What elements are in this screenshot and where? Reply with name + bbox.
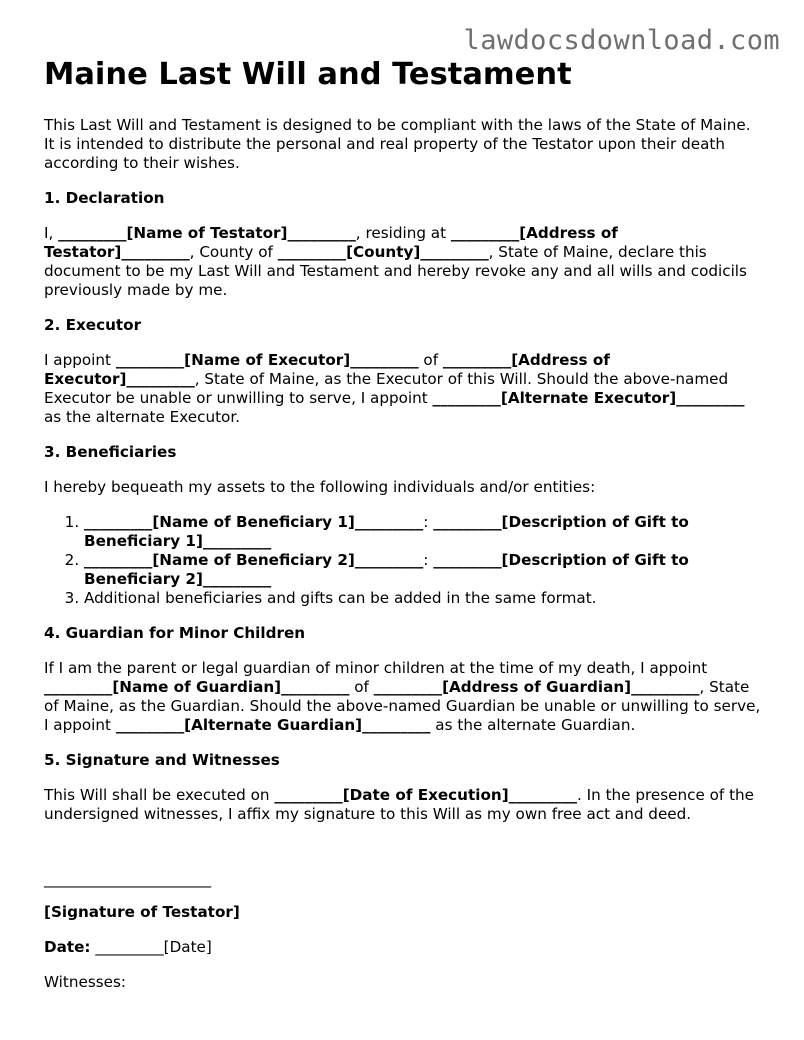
alternate-executor-field: _________[Alternate Executor]_________: [432, 389, 745, 407]
executor-name-field: _________[Name of Executor]_________: [115, 351, 419, 369]
text: of: [349, 678, 374, 696]
text: , State of Maine, as the Guardian. Should the above-named Guardian be unable or unwilling to serve, I appoint: [44, 678, 761, 734]
text: This Will shall be executed on: [44, 786, 275, 804]
text: as the alternate Guardian.: [430, 716, 636, 734]
section-heading-beneficiaries: 3. Beneficiaries: [44, 443, 177, 461]
signature-line: ______________________: [44, 870, 212, 888]
text: I appoint: [44, 351, 116, 369]
date-line: [44, 938, 764, 957]
document-title: Maine Last Will and Testament: [44, 57, 572, 92]
text: . In the presence of the undersigned witnesses, I affix my signature to this Will as my own free act and deed.: [44, 786, 755, 823]
beneficiaries-list: [44, 513, 764, 608]
intro-paragraph: This Last Will and Testament is designed to be compliant with the laws of the State of Maine. It is intended to distribute the personal and real property of the Testator upon their death according to their wishes.: [44, 116, 751, 172]
signature-paragraph: [44, 786, 764, 824]
testator-address-field: _________[Address of Testator]_________: [44, 224, 618, 261]
section-heading-signature: 5. Signature and Witnesses: [44, 751, 280, 769]
guardian-paragraph: [44, 659, 764, 735]
date-label: Date:: [44, 938, 91, 956]
declaration-paragraph: [44, 224, 764, 300]
beneficiary-name-field: _________[Name of Beneficiary 1]_________: [84, 513, 424, 531]
guardian-name-field: _________[Name of Guardian]_________: [44, 678, 350, 696]
guardian-address-field: _________[Address of Guardian]_________: [373, 678, 700, 696]
signature-of-testator-label: [Signature of Testator]: [44, 903, 240, 921]
text: I,: [44, 224, 59, 242]
text: as the alternate Executor.: [44, 408, 241, 426]
executor-address-field: _________[Address of Executor]_________: [44, 351, 610, 388]
section-heading-guardian: 4. Guardian for Minor Children: [44, 624, 306, 642]
alternate-guardian-field: _________[Alternate Guardian]_________: [115, 716, 431, 734]
date-placeholder: [Date]: [163, 938, 212, 956]
date-blank: _________: [90, 938, 164, 956]
section-heading-declaration: 1. Declaration: [44, 189, 165, 207]
section-heading-executor: 2. Executor: [44, 316, 142, 334]
watermark-logo: lawdocsdownload.com: [463, 25, 780, 56]
testator-name-field: _________[Name of Testator]_________: [58, 224, 356, 242]
document-page: [44, 56, 764, 1008]
list-item: 3. Additional beneficiaries and gifts can be added in the same format.: [84, 589, 764, 608]
gift-description-field: _________[Description of Gift to Beneficiary 1]_________: [84, 513, 689, 550]
text: , County of: [189, 243, 278, 261]
text: of: [418, 351, 443, 369]
text: If I am the parent or legal guardian of minor children at the time of my death, I appoint: [44, 659, 708, 677]
execution-date-field: _________[Date of Execution]_________: [274, 786, 577, 804]
county-field: _________[County]_________: [277, 243, 489, 261]
witnesses-label: Witnesses:: [44, 973, 127, 991]
text: , residing at: [355, 224, 451, 242]
beneficiaries-intro: I hereby bequeath my assets to the following individuals and/or entities:: [44, 478, 596, 496]
text: , State of Maine, as the Executor of this Will. Should the above-named Executor be unable or unwilling to serve, I appoint: [44, 370, 729, 407]
text: , State of Maine, declare this document to be my Last Will and Testament and hereby revoke any and all wills and codicils previously made by me.: [44, 243, 747, 299]
list-item: 1. _________[Name of Beneficiary 1]_________: _________[Description of Gift to Beneficiary 1]_________: [84, 513, 764, 551]
gift-description-field: _________[Description of Gift to Beneficiary 2]_________: [84, 551, 689, 588]
beneficiary-name-field: _________[Name of Beneficiary 2]_________: [84, 551, 424, 569]
executor-paragraph: [44, 351, 764, 427]
list-item: 2. _________[Name of Beneficiary 2]_________: _________[Description of Gift to Beneficiary 2]_________: [84, 551, 764, 589]
